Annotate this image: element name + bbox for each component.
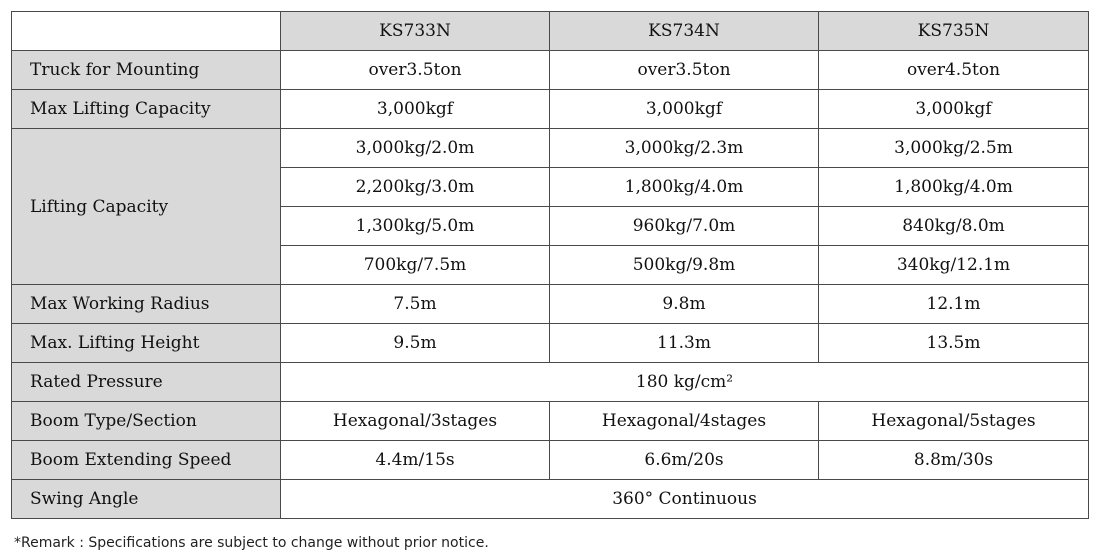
spec-table — [11, 11, 1089, 519]
table-cell: 9.5m — [281, 324, 550, 363]
row-label-swing: Swing Angle — [12, 480, 281, 519]
table-cell: 1,800kg/4.0m — [819, 168, 1089, 207]
table-cell: 9.8m — [550, 285, 819, 324]
row-label-boom-speed: Boom Extending Speed — [12, 441, 281, 480]
header-row — [12, 12, 1089, 51]
table-cell: over3.5ton — [281, 51, 550, 90]
row-label-height: Max. Lifting Height — [12, 324, 281, 363]
table-cell: Hexagonal/4stages — [550, 402, 819, 441]
table-row — [12, 441, 1089, 480]
row-label-lifting-capacity: Lifting Capacity — [12, 129, 281, 285]
table-row — [12, 402, 1089, 441]
row-label-radius: Max Working Radius — [12, 285, 281, 324]
table-cell: 3,000kg/2.5m — [819, 129, 1089, 168]
table-cell: Hexagonal/5stages — [819, 402, 1089, 441]
table-cell: 700kg/7.5m — [281, 246, 550, 285]
table-cell: 2,200kg/3.0m — [281, 168, 550, 207]
table-cell: 7.5m — [281, 285, 550, 324]
table-row — [12, 324, 1089, 363]
table-cell-merged: 360° Continuous — [281, 480, 1089, 519]
table-cell: over4.5ton — [819, 51, 1089, 90]
table-cell: 500kg/9.8m — [550, 246, 819, 285]
table-cell: 3,000kgf — [281, 90, 550, 129]
table-cell-merged: 180 kg/cm² — [281, 363, 1089, 402]
table-cell: 340kg/12.1m — [819, 246, 1089, 285]
row-label-pressure: Rated Pressure — [12, 363, 281, 402]
table-cell: 1,800kg/4.0m — [550, 168, 819, 207]
row-label-max-lifting: Max Lifting Capacity — [12, 90, 281, 129]
model-header: KS734N — [550, 12, 819, 51]
model-header: KS733N — [281, 12, 550, 51]
table-row — [12, 363, 1089, 402]
table-cell: over3.5ton — [550, 51, 819, 90]
row-label-truck: Truck for Mounting — [12, 51, 281, 90]
table-row — [12, 285, 1089, 324]
corner-cell — [12, 12, 281, 51]
table-row — [12, 51, 1089, 90]
table-cell: 3,000kg/2.0m — [281, 129, 550, 168]
table-row — [12, 480, 1089, 519]
model-header: KS735N — [819, 12, 1089, 51]
table-cell: Hexagonal/3stages — [281, 402, 550, 441]
table-row — [12, 129, 1089, 168]
table-cell: 6.6m/20s — [550, 441, 819, 480]
table-row — [12, 90, 1089, 129]
table-cell: 960kg/7.0m — [550, 207, 819, 246]
table-cell: 11.3m — [550, 324, 819, 363]
row-label-boom-type: Boom Type/Section — [12, 402, 281, 441]
table-cell: 840kg/8.0m — [819, 207, 1089, 246]
table-cell: 3,000kg/2.3m — [550, 129, 819, 168]
table-cell: 8.8m/30s — [819, 441, 1089, 480]
table-cell: 13.5m — [819, 324, 1089, 363]
table-cell: 3,000kgf — [550, 90, 819, 129]
remark-note: *Remark : Specifications are subject to change without prior notice. — [14, 535, 489, 551]
table-cell: 4.4m/15s — [281, 441, 550, 480]
table-cell: 1,300kg/5.0m — [281, 207, 550, 246]
table-cell: 3,000kgf — [819, 90, 1089, 129]
table-cell: 12.1m — [819, 285, 1089, 324]
